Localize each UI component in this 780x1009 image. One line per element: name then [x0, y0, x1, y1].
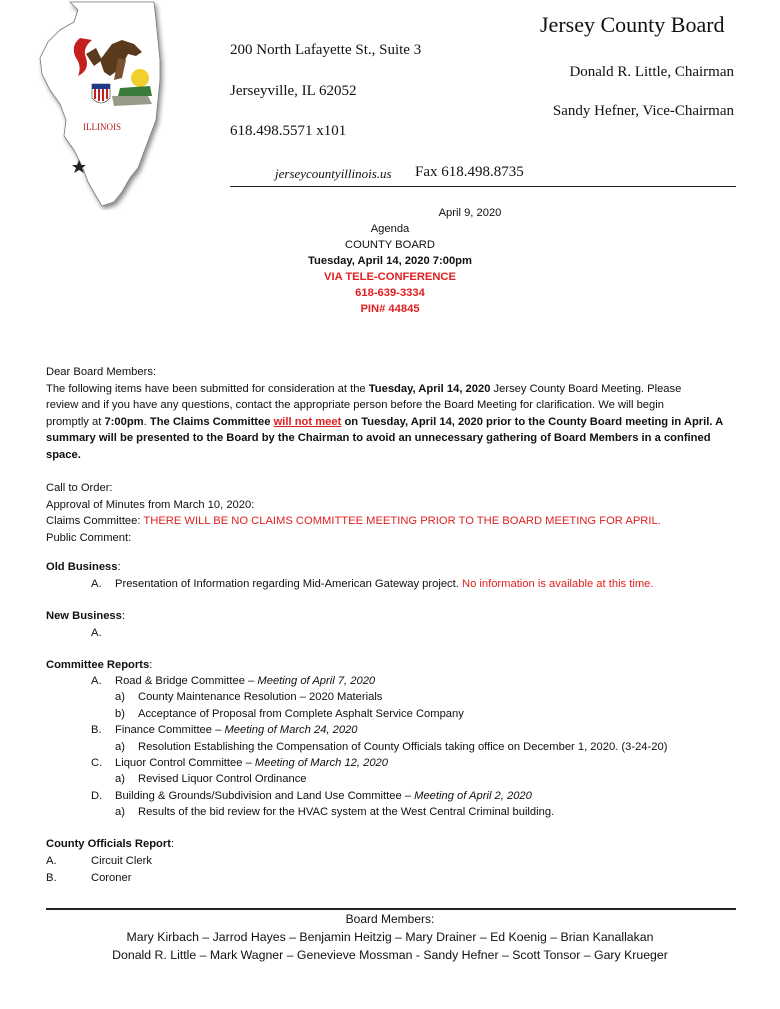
call-to-order: Call to Order: — [46, 482, 113, 494]
salutation: Dear Board Members: — [46, 366, 157, 378]
committee-marker-a: A. — [91, 675, 102, 687]
subitem-marker: a) — [115, 691, 125, 703]
letter-date: April 9, 2020 — [438, 207, 502, 219]
officials-item-coroner: Coroner — [91, 872, 132, 884]
seal-text: ILLINOIS — [83, 122, 121, 132]
committee-marker-d: D. — [91, 790, 103, 802]
committee-item-road-bridge: Road & Bridge Committee – Meeting of April 7, 2020 — [115, 675, 376, 687]
subitem-marker: a) — [115, 741, 125, 753]
committee-marker-b: B. — [91, 724, 102, 736]
committee-item-finance: Finance Committee – Meeting of March 24, 2020 — [115, 724, 358, 736]
committee-reports-heading: Committee Reports: — [46, 659, 153, 671]
officials-item-circuit-clerk: Circuit Clerk — [91, 855, 152, 867]
committee-marker-c: C. — [91, 757, 103, 769]
old-business-heading: Old Business: — [46, 561, 121, 573]
subitem-liquor-ordinance: Revised Liquor Control Ordinance — [138, 773, 307, 785]
officials-marker-a: A. — [46, 855, 57, 867]
subitem-marker: a) — [115, 806, 125, 818]
officials-marker-b: B. — [46, 872, 57, 884]
sun-shape — [131, 69, 149, 87]
illinois-seal-logo — [30, 0, 170, 210]
letter-body — [46, 364, 746, 463]
board-members-line-1: Mary Kirbach – Jarrod Hayes – Benjamin Heitzig – Mary Drainer – Ed Koenig – Brian Kanallakan — [126, 930, 654, 944]
website-link[interactable]: jerseycountyillinois.us — [275, 166, 392, 181]
fax-number: Fax 618.498.8735 — [415, 164, 524, 180]
old-business-item-a: Presentation of Information regarding Mid-American Gateway project. No information is available at this time. — [115, 578, 654, 590]
meeting-datetime: Tuesday, April 14, 2020 7:00pm — [308, 255, 472, 267]
letter-line-4: summary will be presented to the Board by the Chairman to avoid an unnecessary gathering of Board Members in a confined — [46, 432, 711, 444]
subitem-hvac-bid: Results of the bid review for the HVAC system at the West Central Criminal building. — [138, 806, 555, 818]
subitem-asphalt-proposal: Acceptance of Proposal from Complete Asphalt Service Company — [138, 708, 464, 720]
new-business-marker-a: A. — [91, 627, 102, 639]
old-business-marker-a: A. — [91, 578, 102, 590]
vice-chairman-name: Sandy Hefner, Vice-Chairman — [552, 103, 734, 119]
approval-of-minutes: Approval of Minutes from March 10, 2020: — [46, 498, 255, 511]
teleconference-pin: PIN# 44845 — [360, 303, 420, 315]
letter-line-5: space. — [46, 448, 81, 461]
committee-item-building-grounds: Building & Grounds/Subdivision and Land Use Committee – Meeting of April 2, 2020 — [115, 790, 532, 802]
subitem-marker: b) — [115, 708, 125, 720]
committee-item-liquor: Liquor Control Committee – Meeting of March 12, 2020 — [115, 757, 388, 769]
officials-report-heading: County Officials Report: — [46, 838, 175, 850]
header-divider — [230, 186, 736, 187]
city-address: Jerseyville, IL 62052 — [230, 83, 357, 99]
letter-line-2: review and if you have any questions, contact the appropriate person before the Board Meeting for clarification. We will begin — [46, 399, 664, 411]
org-title: Jersey County Board — [540, 12, 725, 37]
teleconference-phone: 618-639-3334 — [355, 287, 425, 299]
letter-line-3: promptly at 7:00pm. The Claims Committee will not meet on Tuesday, April 14, 2020 prior to the County Board meeting in April. A — [46, 415, 724, 428]
footer-divider — [46, 908, 736, 910]
letter-line-1: The following items have been submitted for consideration at the Tuesday, April 14, 2020 Jersey County Board Meeting. Please — [46, 382, 682, 395]
public-comment: Public Comment: — [46, 531, 132, 544]
board-members-label: Board Members: — [345, 912, 435, 926]
claims-committee-line: Claims Committee: THERE WILL BE NO CLAIMS COMMITTEE MEETING PRIOR TO THE BOARD MEETING FOR APRIL. — [46, 515, 661, 527]
board-members-line-2: Donald R. Little – Mark Wagner – Genevieve Mossman - Sandy Hefner – Scott Tonsor – Gary Krueger — [112, 948, 668, 962]
chairman-name: Donald R. Little, Chairman — [569, 64, 734, 80]
subitem-maintenance-resolution: County Maintenance Resolution – 2020 Materials — [138, 691, 383, 703]
subitem-compensation-resolution: Resolution Establishing the Compensation of County Officials taking office on December 1, 2020. (3-24-20) — [138, 741, 668, 753]
agenda-label: Agenda — [370, 223, 410, 235]
opening-items — [46, 480, 746, 546]
board-label: COUNTY BOARD — [345, 239, 435, 251]
phone-number: 618.498.5571 x101 — [230, 123, 347, 139]
street-address: 200 North Lafayette St., Suite 3 — [230, 42, 422, 58]
subitem-marker: a) — [115, 773, 125, 785]
new-business-heading: New Business: — [46, 610, 125, 622]
teleconference-label: VIA TELE-CONFERENCE — [324, 271, 456, 283]
